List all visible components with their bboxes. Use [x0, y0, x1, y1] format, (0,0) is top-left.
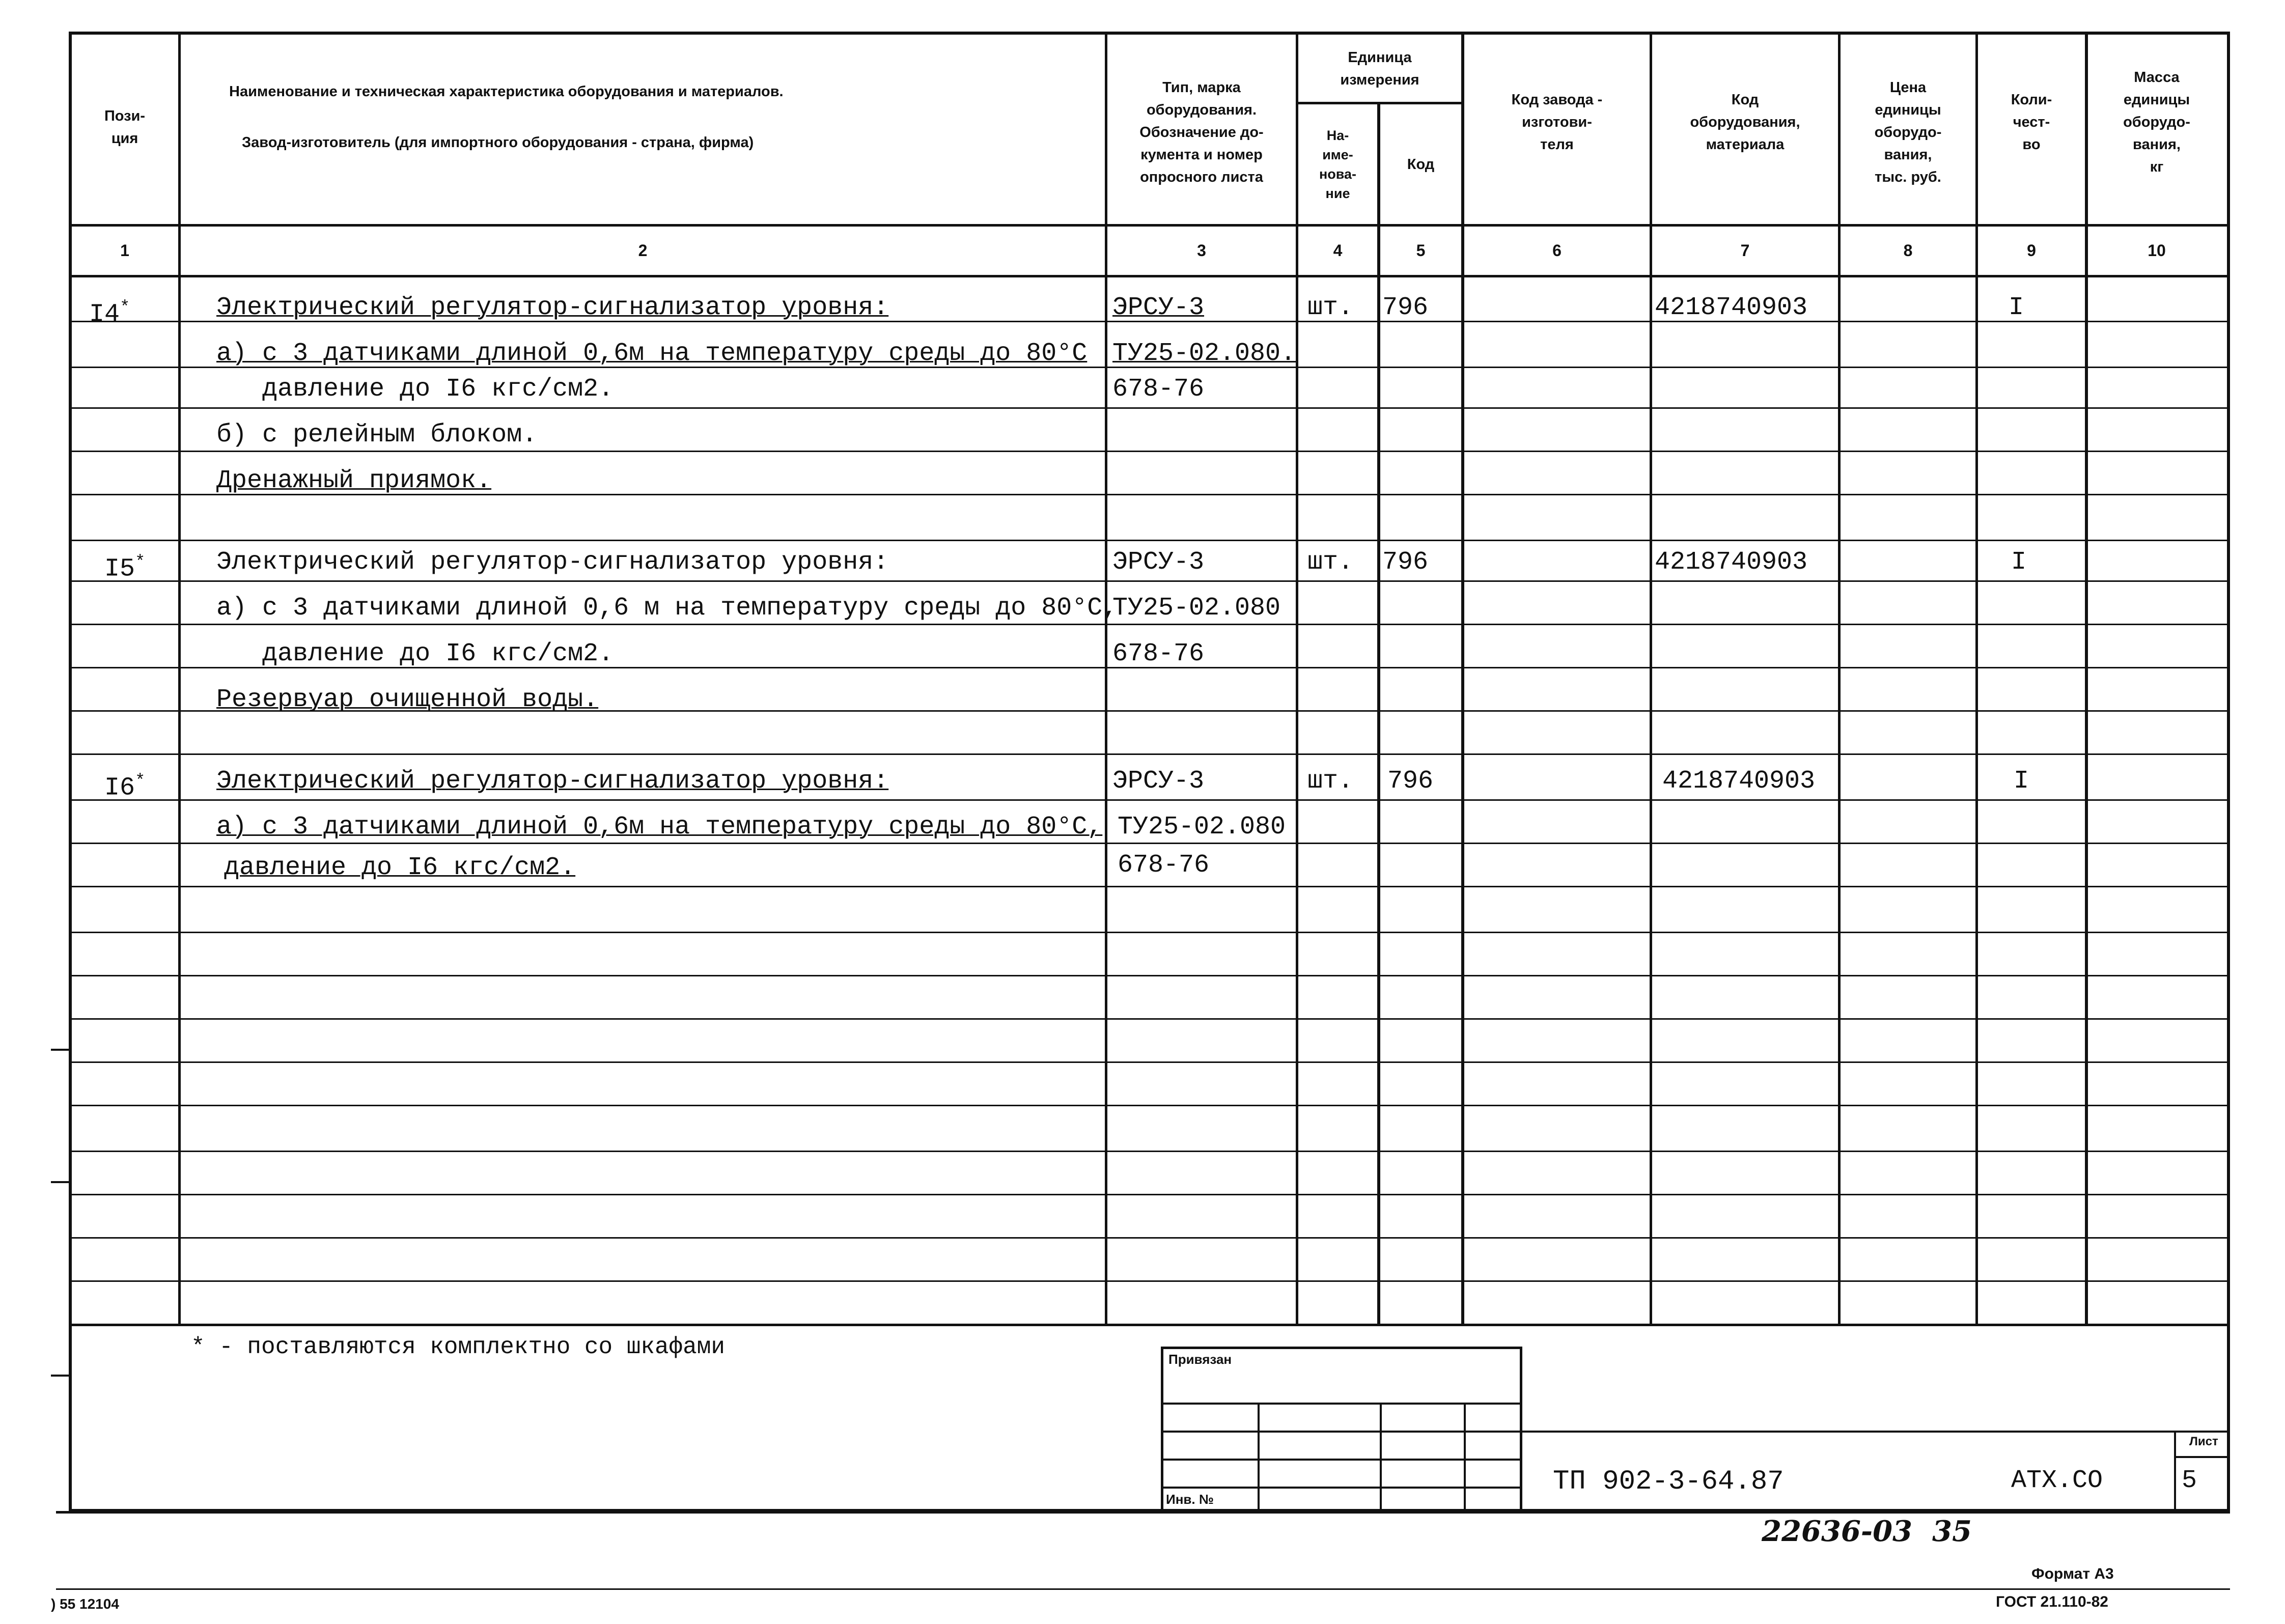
row-name: давление до I6 кгс/см2.: [224, 853, 576, 882]
title-top-line: [1520, 1431, 2230, 1433]
row-type: ЭРСУ-3: [1112, 548, 1205, 577]
row-equipment-code: 4218740903: [1655, 293, 1808, 322]
doc-code: АТХ.СО: [2011, 1466, 2103, 1495]
row-unit-code: 796: [1382, 548, 1429, 577]
colnum-7: 7: [1740, 241, 1750, 260]
row-type: ТУ25-02.080.: [1112, 339, 1296, 368]
doc-number: ТП 902-3-64.87: [1553, 1466, 1784, 1497]
sheet-label-line: [2174, 1456, 2230, 1458]
row-separator: [69, 407, 2230, 409]
row-type: ЭРСУ-3: [1112, 767, 1205, 796]
row-separator: [69, 1105, 2230, 1106]
row-name: давление до I6 кгс/см2.: [216, 639, 614, 668]
row-name: Дренажный приямок.: [216, 466, 492, 495]
row-separator: [69, 1018, 2230, 1020]
stamp-line: [1161, 1459, 1520, 1461]
stamp-col-line: [1258, 1403, 1260, 1512]
row-name: а) с 3 датчиками длиной 0,6 м на температуру среды до 80°С,: [216, 594, 1118, 623]
row-separator: [69, 624, 2230, 625]
row-unit: шт.: [1307, 767, 1354, 796]
bottom-left-code: ) 55 12104: [51, 1596, 119, 1612]
header-name-line2: Завод-изготовитель (для импортного оборудования - страна, фирма): [242, 134, 754, 151]
sheet-col-line: [2174, 1431, 2176, 1512]
row-separator: [69, 1237, 2230, 1239]
row-type: ТУ25-02.080: [1112, 594, 1281, 623]
trim-line: [56, 1588, 2230, 1590]
stamp-col-line: [1464, 1403, 1466, 1512]
row-type: ЭРСУ-3: [1112, 293, 1205, 322]
unit-group-line: [1296, 102, 1464, 104]
row-separator: [69, 540, 2230, 541]
row-position: I6*: [104, 772, 146, 803]
colnum-6: 6: [1552, 241, 1562, 260]
row-unit-code: 796: [1382, 293, 1429, 322]
row-equipment-code: 4218740903: [1655, 548, 1808, 577]
bottom-line: [56, 1511, 2230, 1514]
colnum-1: 1: [120, 241, 129, 260]
colnum-10: 10: [2148, 241, 2166, 260]
handwritten-number: 22636-03 35: [1762, 1515, 1972, 1548]
stamp-top-line: [1161, 1347, 1520, 1349]
row-name: а) с 3 датчиками длиной 0,6м на температуру среды до 80°С: [216, 339, 1088, 368]
row-name: а) с 3 датчиками длиной 0,6м на температуру среды до 80°С,: [216, 813, 1103, 842]
row-type: 678-76: [1112, 639, 1205, 668]
colnum-5: 5: [1416, 241, 1426, 260]
stamp-inv-no: Инв. №: [1166, 1492, 1214, 1507]
row-quantity: I: [2009, 293, 2024, 322]
colnum-3: 3: [1197, 241, 1206, 260]
header-unit-code: Код: [1407, 156, 1435, 173]
row-position: I4*: [89, 298, 130, 329]
colnum-8: 8: [1903, 241, 1913, 260]
margin-tick: [51, 1181, 71, 1183]
colnum-bottom-line: [69, 275, 2230, 277]
colnum-4: 4: [1333, 241, 1343, 260]
row-separator: [69, 932, 2230, 933]
row-position: I5*: [104, 553, 146, 584]
sheet-label: Лист: [2189, 1435, 2218, 1448]
row-name: Электрический регулятор-сигнализатор уровня:: [216, 293, 889, 322]
header-price: Цена единицы оборудо- вания, тыс. руб.: [1874, 79, 1942, 185]
stamp-line: [1161, 1487, 1520, 1489]
colnum-2: 2: [638, 241, 648, 260]
colnum-9: 9: [2027, 241, 2036, 260]
col-divider-4: [1377, 102, 1380, 1325]
gost-label: ГОСТ 21.110-82: [1996, 1593, 2108, 1610]
row-name: Резервуар очищенной воды.: [216, 685, 599, 714]
row-separator: [69, 1151, 2230, 1152]
sheet-number: 5: [2182, 1466, 2197, 1495]
header-unit-name: На- име- нова- ние: [1319, 127, 1357, 201]
header-quantity: Коли- чест- во: [2011, 92, 2052, 153]
row-name: Электрический регулятор-сигнализатор уровня:: [216, 767, 889, 796]
row-name: Электрический регулятор-сигнализатор уровня:: [216, 548, 889, 577]
margin-tick: [51, 1049, 71, 1051]
header-factory-code: Код завода - изготови- теля: [1511, 92, 1603, 153]
stamp-line: [1161, 1431, 1520, 1433]
header-mass: Масса единицы оборудо- вания, кг: [2123, 69, 2190, 175]
row-equipment-code: 4218740903: [1662, 767, 1816, 796]
row-separator: [69, 753, 2230, 755]
row-separator: [69, 843, 2230, 844]
table-body-bottom: [69, 1324, 2230, 1326]
stamp-right-line: [1520, 1347, 1522, 1512]
format-label: Формат А3: [2031, 1565, 2114, 1582]
row-name: давление до I6 кгс/см2.: [216, 375, 614, 404]
header-position: Пози- ция: [104, 108, 146, 147]
row-quantity: I: [2014, 767, 2029, 796]
row-separator: [69, 886, 2230, 887]
row-separator: [69, 1061, 2230, 1063]
stamp-col-line: [1380, 1403, 1382, 1512]
row-name: б) с релейным блоком.: [216, 421, 538, 450]
row-unit: шт.: [1307, 548, 1354, 577]
header-type: Тип, марка оборудования. Обозначение до- кумента и номер опросного листа: [1139, 79, 1264, 185]
row-unit: шт.: [1307, 293, 1354, 322]
row-unit-code: 796: [1387, 767, 1434, 796]
footnote: * - поставляются комплектно со шкафами: [191, 1334, 725, 1360]
row-type: 678-76: [1112, 375, 1205, 404]
stamp-line: [1161, 1403, 1520, 1405]
row-separator: [69, 451, 2230, 452]
row-type: 678-76: [1118, 851, 1210, 880]
stamp-privyazan: Привязан: [1168, 1352, 1232, 1367]
header-unit-group: Единица измерения: [1340, 49, 1419, 88]
row-separator: [69, 799, 2230, 801]
header-equipment-code: Код оборудования, материала: [1690, 92, 1800, 153]
row-separator: [69, 1194, 2230, 1195]
row-separator: [69, 1280, 2230, 1282]
row-quantity: I: [2011, 548, 2027, 577]
row-type: ТУ25-02.080: [1118, 813, 1286, 842]
margin-tick: [51, 1375, 71, 1377]
row-separator: [69, 580, 2230, 582]
row-separator: [69, 975, 2230, 976]
header-name-line1: Наименование и техническая характеристика оборудования и материалов.: [229, 83, 784, 100]
